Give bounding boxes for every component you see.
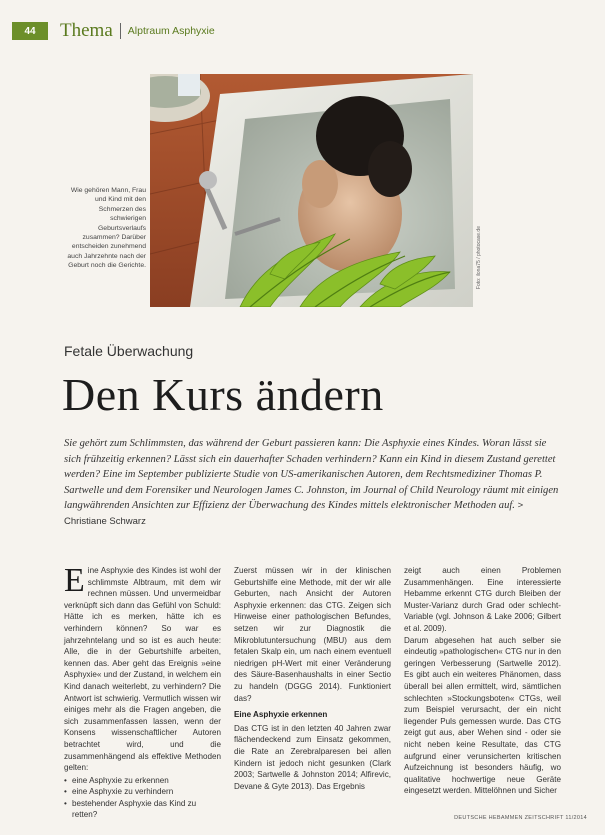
subheading: Eine Asphyxie erkennen [234,710,328,720]
photo-credit: Foto: ilona75 / photocase.de [476,226,482,290]
page-header [12,18,592,44]
category-title: Thema [60,20,113,41]
column-paragraph: Darum abgesehen hat auch selber sie eindeutig »pathologischen« CTG nur in den geringen Verbesserung (Sartwelle 2012). Es gibt auch ein weiteres Phänomen, dass überall bei allen ermittelt, wird, sämtlichen schlechten »Stockungsboten« CTGs, weil zum Beispiel verursacht, der ein nicht liegender Puls gemessen wurde. Das CTG zeigt gut aus, aber Wehen sind - oder sie nicht neben keine Resultate, das CTG aufgrund einer verunsicherten kritischen Aufzeichnung ist besonders häufig, wo qualitative hochwertige neue Geräte eingesetzt werden. Mittelöhnen und Sicher [404,635,561,796]
page-footer: DEUTSCHE HEBAMMEN ZEITSCHRIFT 11/2014 [454,815,587,821]
text-column-1 [64,562,221,821]
bathtub-photo-illustration [150,74,473,307]
text-column-2 [234,565,391,792]
column-paragraph: Zuerst müssen wir in der klinischen Geburtshilfe eine Methode, mit der wir alle Geburten, nach Ansicht der Autoren Asphyxie erkennen: das CTG. Zeigen sich Hinweise einer pathologischen Befundes, setzen wir zur Diagnostik die Mikroblutuntersuchung (MBU) aus dem fetalen Skalp ein, um nach einem eventuell niedrigen pH-Wert mit einer Veränderung des Säure-Basenhaushalts in einer Sectio zu handeln (DGGG 2014). Funktioniert das? [234,566,391,703]
bullet-list [64,775,221,821]
header-divider [120,23,121,39]
column-paragraph: zeigt auch einen Problemen Zusammenhängen. Eine interessierte Hebamme erkennt CTG durch Bleiben der Muster-Varianz durch Grad oder schlecht-Variable (vgl. Johnson & Lake 2006; Gilbert et al. 2009). [404,566,561,633]
article-photo [150,74,473,307]
column-paragraph: Das CTG ist in den letzten 40 Jahren zwar flächendeckend zum Einsatz gekommen, die Rate an Zerebralparesen bei allen Kindern ist jedoch nicht gesunken (Clark 2003; Sartwelle & Johnston 2014; Alfirevic, Devane & Gyte 2013). Das Ergebnis [234,723,391,791]
list-item: • eine Asphyxie zu erkennen [64,775,221,787]
photo-caption: Wie gehören Mann, Frau und Kind mit den Schmerzen des schwierigen Geburtsverlaufs zusammen? Darüber entscheiden zunehmend auch Jahrzehnte nach der Geburt noch die Gerichte. [67,187,146,270]
article-lead [64,436,564,530]
section-title: Alptraum Asphyxie [127,25,215,37]
list-item: • eine Asphyxie zu verhindern [64,786,221,798]
article-byline: > Christiane Schwarz [64,500,524,527]
list-item: • bestehender Asphyxie das Kind zu retten? [64,798,221,821]
lead-text: Sie gehört zum Schlimmsten, das während der Geburt passieren kann: Die Asphyxie eines Kindes. Woran lässt sie sich frühzeitig erkennen? Lässt sich ein dauerhafter Schaden verhindern? Kann ein Kind in diesem Zustand gerettet werden? Eine im September publizierte Studie von US-amerikanischen Autoren, dem Rechtsmediziner Thomas P. Sartwelle und dem Forensiker und Neurologen James C. Johnston, im Journal of Child Neurology räumt mit einigen langwährenden Ansichten zur Effizienz der Überwachung des Kindes mittels elektronischer Methoden auf. [64,438,559,512]
column-paragraph: ine Asphyxie des Kindes ist wohl der schlimmste Albtraum, mit dem wir rechnen müssen. Und unvermeidbar verknüpft sich dann das Gefühl von Schuld: Hätte ich es merken, hätte ich es verhindern können? So war es jahrzehntelang und so ist es auch heute: Alle, die in der Geburtshilfe arbeiten, kennen das. Aber geht das Ereignis »eine Asphyxie« und der Zustand, in welchem ein Kind danach weiterlebt, zu verhindern? Die Antwort ist schwierig. Vermutlich wissen wir einiges mehr als die Fragen angeben, die sich zusammenfassen lassen, wenn der Konsens wissenschaftlicher Autoren betrachtet wird, und die zusammenhängend als effektive Methoden gelten: [64,566,221,773]
drop-cap: E [64,562,85,599]
text-column-3 [404,565,561,797]
article-kicker: Fetale Überwachung [64,343,194,359]
article-title: Den Kurs ändern [62,369,384,420]
page-number: 44 [12,22,48,40]
